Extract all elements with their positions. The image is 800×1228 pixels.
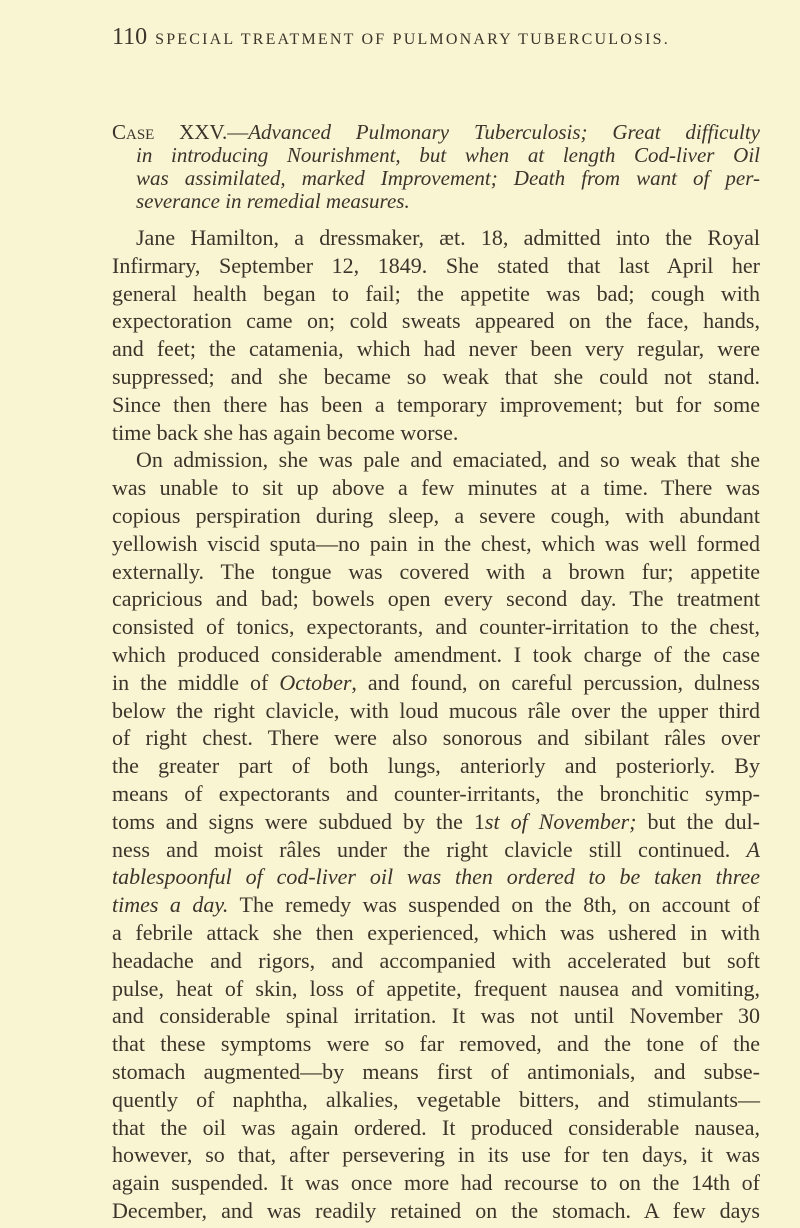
text-line: and considerable spinal irritation. It was not until November 30: [112, 1003, 760, 1029]
text-line: tablespoonful of cod-liver oil was then ordered to be taken three: [112, 864, 760, 890]
text-line: was unable to sit up above a few minutes at a time. There was: [112, 475, 760, 501]
text-line: December, and was readily retained on the stomach. A few days: [112, 1197, 760, 1223]
case-title: [112, 121, 760, 213]
text-segment: A: [746, 836, 760, 862]
text-line: expectoration came on; cold sweats appeared on the face, hands,: [112, 308, 760, 334]
text-line: quently of naphtha, alkalies, vegetable bitters, and stimulants—: [112, 1086, 760, 1112]
case-title-line: Advanced Pulmonary Tuberculosis; Great difficulty: [248, 120, 760, 144]
text-line: [112, 669, 760, 697]
text-line: that the oil was again ordered. It produced considerable nausea,: [112, 1114, 760, 1140]
text-line: time back she has again become worse.: [112, 419, 459, 445]
text-line: pulse, heat of skin, loss of appetite, frequent nausea and vomiting,: [112, 975, 760, 1001]
text-segment: but the dul-: [636, 808, 761, 834]
text-line: below the right clavicle, with loud mucous râle over the upper third: [112, 697, 760, 723]
text-segment: The remedy was suspended on the 8th, on account of: [228, 892, 760, 918]
text-line: suppressed; and she became so weak that she could not stand.: [112, 363, 760, 389]
text-segment: toms and signs were subdued by the 1: [112, 808, 485, 834]
text-line: stomach augmented—by means first of antimonials, and subse-: [112, 1058, 760, 1084]
text-line: however, so that, after persevering in its use for ten days, it was: [112, 1142, 760, 1168]
text-line: a febrile attack she then experienced, which was ushered in with: [112, 919, 760, 945]
case-label: Case XXV.—: [112, 120, 249, 144]
text-segment: ness and moist râles under the right clavicle still continued.: [112, 836, 747, 862]
text-line: means of expectorants and counter-irritants, the bronchitic symp-: [112, 780, 760, 806]
text-line: yellowish viscid sputa—no pain in the chest, which was well formed: [112, 530, 760, 556]
text-line: again suspended. It was once more had recourse to on the 14th of: [112, 1170, 760, 1196]
text-line: consisted of tonics, expectorants, and counter-irritation to the chest,: [112, 614, 760, 640]
text-line: general health began to fail; the appetite was bad; cough with: [112, 280, 760, 306]
text-line: externally. The tongue was covered with a brown fur; appetite: [112, 558, 760, 584]
running-header: [112, 24, 732, 51]
text-line: Infirmary, September 12, 1849. She stated that last April her: [112, 252, 760, 278]
case-title-line: in introducing Nourishment, but when at length Cod-liver Oil: [136, 143, 760, 167]
text-line: that these symptoms were so far removed, and the tone of the: [112, 1031, 760, 1057]
case-title-line: severance in remedial measures.: [136, 189, 410, 213]
text-segment: st of November;: [484, 808, 637, 834]
text-line: Since then there has been a temporary improvement; but for some: [112, 391, 760, 417]
text-segment: , and found, on careful percussion, dulness: [351, 669, 760, 695]
text-line: [112, 891, 760, 919]
text-line: headache and rigors, and accompanied with accelerated but soft: [112, 947, 760, 973]
page-number: 110: [112, 24, 148, 50]
running-title: SPECIAL TREATMENT OF PULMONARY TUBERCULOSIS.: [155, 31, 670, 48]
text-line: copious perspiration during sleep, a severe cough, with abundant: [112, 502, 760, 528]
text-line: On admission, she was pale and emaciated, and so weak that she: [136, 447, 760, 473]
text-segment: October: [279, 669, 352, 695]
text-line: which produced considerable amendment. I took charge of the case: [112, 641, 760, 667]
text-segment: in the middle of: [112, 669, 280, 695]
text-line: of right chest. There were also sonorous and sibilant râles over: [112, 725, 760, 751]
text-line: and feet; the catamenia, which had never been very regular, were: [112, 336, 760, 362]
text-segment: times a day.: [112, 892, 229, 918]
text-line: the greater part of both lungs, anteriorly and posteriorly. By: [112, 753, 760, 779]
text-line: Jane Hamilton, a dressmaker, æt. 18, admitted into the Royal: [136, 225, 760, 250]
case-title-line: was assimilated, marked Improvement; Death from want of per-: [136, 166, 760, 190]
text-line: capricious and bad; bowels open every second day. The treatment: [112, 586, 760, 612]
text-line: [112, 836, 760, 864]
body-text: [112, 224, 760, 1225]
text-line: [112, 808, 760, 836]
